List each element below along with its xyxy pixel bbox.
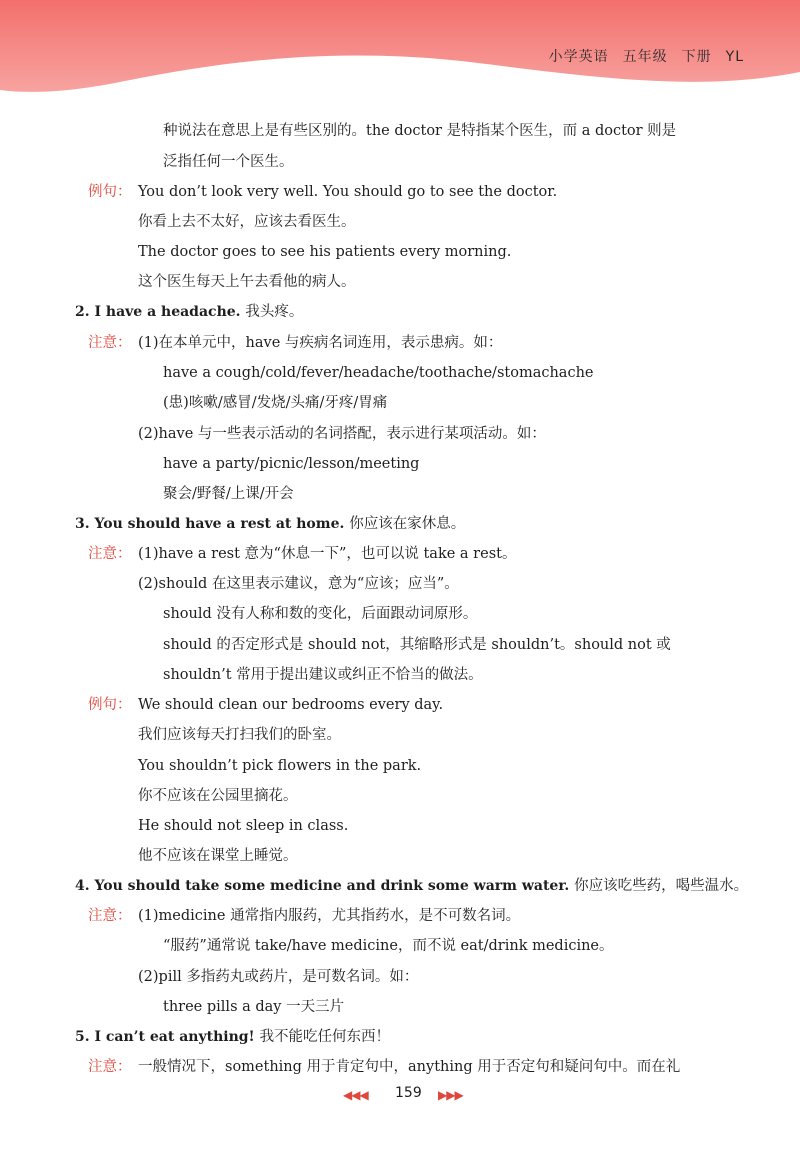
note-text: 一般情况下，something 用于肯定句中，anything 用于否定句和疑问句中。而在礼 xyxy=(138,1059,681,1075)
note-label: 注意： xyxy=(88,335,132,351)
example-sentence: We should clean our bedrooms every day. xyxy=(138,697,444,713)
example-translation: 你看上去不太好，应该去看医生。 xyxy=(138,214,356,230)
note-text: shouldn’t 常用于提出建议或纠正不恰当的做法。 xyxy=(163,667,483,683)
note-text: (2)have 与一些表示活动的名词搭配，表示进行某项活动。如： xyxy=(138,426,546,442)
note-text: 聚会/野餐/上课/开会 xyxy=(163,486,294,502)
note-text: have a cough/cold/fever/headache/toothache/stomachache xyxy=(163,365,594,381)
heading-text: 2. I have a headache. xyxy=(75,304,241,320)
example-translation: 我们应该每天打扫我们的卧室。 xyxy=(138,727,341,743)
text-line: 种说法在意思上是有些区别的。the doctor 是特指某个医生，而 a doctor 则是 xyxy=(163,123,677,139)
section-heading-3 xyxy=(75,514,465,534)
note-label: 注意： xyxy=(88,908,132,924)
heading-translation: 你应该在家休息。 xyxy=(349,516,466,532)
note-text: “服药”通常说 take/have medicine，而不说 eat/drink medicine。 xyxy=(163,938,614,954)
section-heading-2 xyxy=(75,302,303,322)
header-edition: YL xyxy=(725,49,744,65)
heading-text: 4. You should take some medicine and drink some warm water. xyxy=(75,878,570,894)
heading-translation: 你应该吃些药，喝些温水。 xyxy=(574,878,749,894)
note-label: 注意： xyxy=(88,1059,132,1075)
heading-text: 3. You should have a rest at home. xyxy=(75,516,345,532)
heading-translation: 我头疼。 xyxy=(245,304,304,320)
section-heading-4 xyxy=(75,876,748,896)
example-sentence: You don’t look very well. You should go to see the doctor. xyxy=(138,184,558,200)
heading-text: 5. I can’t eat anything! xyxy=(75,1029,255,1045)
text-line: 泛指任何一个医生。 xyxy=(163,154,294,170)
note-text: (2)pill 多指药丸或药片，是可数名词。如： xyxy=(138,969,419,985)
example-sentence: He should not sleep in class. xyxy=(138,818,349,834)
header-grade: 五年级 xyxy=(622,49,668,65)
right-arrows-icon: ▶▶▶ xyxy=(438,1088,463,1102)
example-translation: 他不应该在课堂上睡觉。 xyxy=(138,848,298,864)
heading-translation: 我不能吃任何东西！ xyxy=(259,1029,391,1045)
header-subject: 小学英语 xyxy=(548,49,609,65)
note-text: should 没有人称和数的变化，后面跟动词原形。 xyxy=(163,606,478,622)
note-text: have a party/picnic/lesson/meeting xyxy=(163,456,420,472)
example-label: 例句： xyxy=(88,697,132,713)
note-text: (1)have a rest 意为“休息一下”，也可以说 take a rest。 xyxy=(138,546,517,562)
note-text: should 的否定形式是 should not，其缩略形式是 shouldn’t。should not 或 xyxy=(163,637,671,653)
note-text: (患)咳嗽/感冒/发烧/头痛/牙疼/胃痛 xyxy=(163,395,388,411)
note-text: (1)medicine 通常指内服药，尤其指药水，是不可数名词。 xyxy=(138,908,521,924)
example-translation: 这个医生每天上午去看他的病人。 xyxy=(138,274,356,290)
page-footer xyxy=(0,1083,800,1107)
example-label: 例句： xyxy=(88,184,132,200)
note-text: (1)在本单元中，have 与疾病名词连用，表示患病。如： xyxy=(138,335,503,351)
left-arrows-icon: ◀◀◀ xyxy=(343,1088,368,1102)
note-text: (2)should 在这里表示建议，意为“应该；应当”。 xyxy=(138,576,459,592)
header-term: 下册 xyxy=(681,49,712,65)
note-text: three pills a day 一天三片 xyxy=(163,999,345,1015)
example-sentence: You shouldn’t pick flowers in the park. xyxy=(138,758,422,774)
book-title xyxy=(549,46,744,66)
example-translation: 你不应该在公园里摘花。 xyxy=(138,788,298,804)
example-sentence: The doctor goes to see his patients every morning. xyxy=(138,244,512,260)
page-header xyxy=(0,0,800,110)
page-number: 159 xyxy=(395,1085,422,1101)
note-label: 注意： xyxy=(88,546,132,562)
section-heading-5 xyxy=(75,1027,390,1047)
